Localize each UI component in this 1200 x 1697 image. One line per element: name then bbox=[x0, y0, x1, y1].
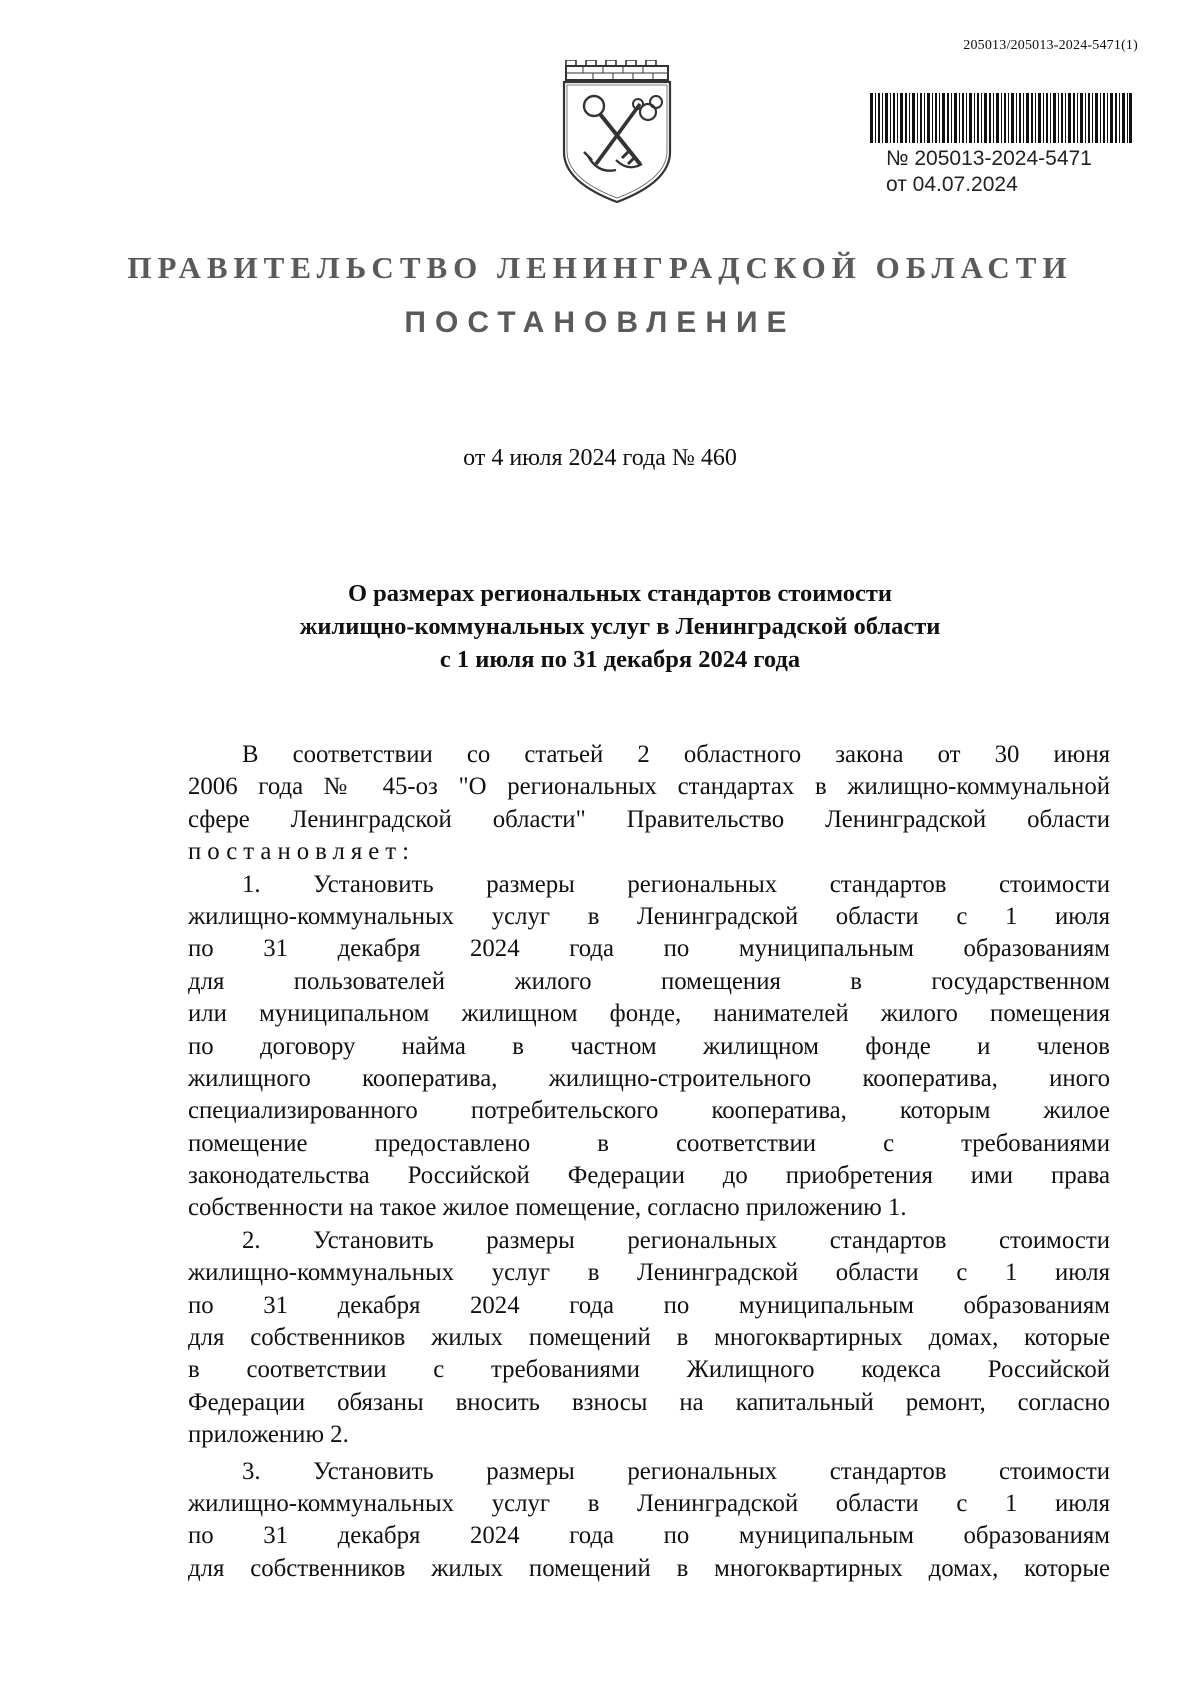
preamble-line: 2006 года № 45-оз "О региональных стандартах в жилищно-коммунальной bbox=[188, 773, 1110, 801]
item-2-line: приложению 2. bbox=[188, 1421, 349, 1449]
preamble-line: сфере Ленинградской области" Правительство Ленинградской области bbox=[188, 805, 1110, 833]
item-2-line: для собственников жилых помещений в многоквартирных домах, которые bbox=[188, 1324, 1110, 1352]
item-1-line: 1. Установить размеры региональных стандартов стоимости bbox=[242, 870, 1110, 898]
subject-line: О размерах региональных стандартов стоимости bbox=[347, 580, 893, 607]
item-1-line: или муниципальном жилищном фонде, нанимателей жилого помещения bbox=[188, 1000, 1110, 1028]
item-3-line: для собственников жилых помещений в многоквартирных домах, которые bbox=[188, 1554, 1110, 1582]
item-2-line: в соответствии с требованиями Жилищного кодекса Российской bbox=[188, 1356, 1110, 1384]
item-1-line: собственности на такое жилое помещение, согласно приложению 1. bbox=[188, 1194, 907, 1222]
preamble-line: постановляет: bbox=[188, 838, 415, 866]
registration-number: № 205013-2024-5471 bbox=[886, 147, 1092, 170]
decree-subject bbox=[0, 577, 1200, 676]
decree-body bbox=[188, 739, 1110, 1585]
registration-block bbox=[886, 146, 1092, 198]
item-1-line: по договору найма в частном жилищном фонде и членов bbox=[188, 1032, 1110, 1060]
item-2-line: 2. Установить размеры региональных стандартов стоимости bbox=[242, 1226, 1110, 1254]
item-1-line: специализированного потребительского кооператива, которым жилое bbox=[188, 1097, 1110, 1125]
item-1-line: законодательства Российской Федерации до приобретения ими права bbox=[188, 1162, 1110, 1190]
item-3-line: по 31 декабря 2024 года по муниципальным образованиям bbox=[188, 1522, 1110, 1550]
item-1-line: помещение предоставлено в соответствии с требованиями bbox=[188, 1129, 1110, 1157]
item-1-line: жилищного кооператива, жилищно-строительного кооператива, иного bbox=[188, 1064, 1110, 1092]
decree-date-number: от 4 июля 2024 года № 460 bbox=[463, 445, 737, 471]
item-3-line: 3. Установить размеры региональных стандартов стоимости bbox=[242, 1457, 1110, 1485]
preamble-line: В соответствии со статьей 2 областного закона от 30 июня bbox=[242, 741, 1110, 768]
government-title: ПРАВИТЕЛЬСТВО ЛЕНИНГРАДСКОЙ ОБЛАСТИ bbox=[127, 250, 1073, 285]
barcode-icon bbox=[870, 93, 1132, 143]
item-2-line: по 31 декабря 2024 года по муниципальным образованиям bbox=[188, 1291, 1110, 1319]
item-1-line: для пользователей жилого помещения в государственном bbox=[188, 967, 1110, 995]
decree-title: ПОСТАНОВЛЕНИЕ bbox=[404, 306, 796, 339]
item-2-line: Федерации обязаны вносить взносы на капитальный ремонт, согласно bbox=[188, 1388, 1110, 1416]
item-1-line: по 31 декабря 2024 года по муниципальным образованиям bbox=[188, 935, 1110, 963]
coat-of-arms-icon bbox=[558, 60, 676, 206]
subject-line: с 1 июля по 31 декабря 2024 года bbox=[439, 646, 801, 673]
document-reference-number: 205013/205013-2024-5471(1) bbox=[963, 38, 1138, 53]
item-3-line: жилищно-коммунальных услуг в Ленинградской области с 1 июля bbox=[188, 1489, 1110, 1517]
subject-line: жилищно-коммунальных услуг в Ленинградской области bbox=[299, 613, 941, 640]
registration-date: от 04.07.2024 bbox=[886, 173, 1018, 196]
item-2-line: жилищно-коммунальных услуг в Ленинградской области с 1 июля bbox=[188, 1259, 1110, 1287]
item-1-line: жилищно-коммунальных услуг в Ленинградской области с 1 июля bbox=[188, 902, 1110, 930]
